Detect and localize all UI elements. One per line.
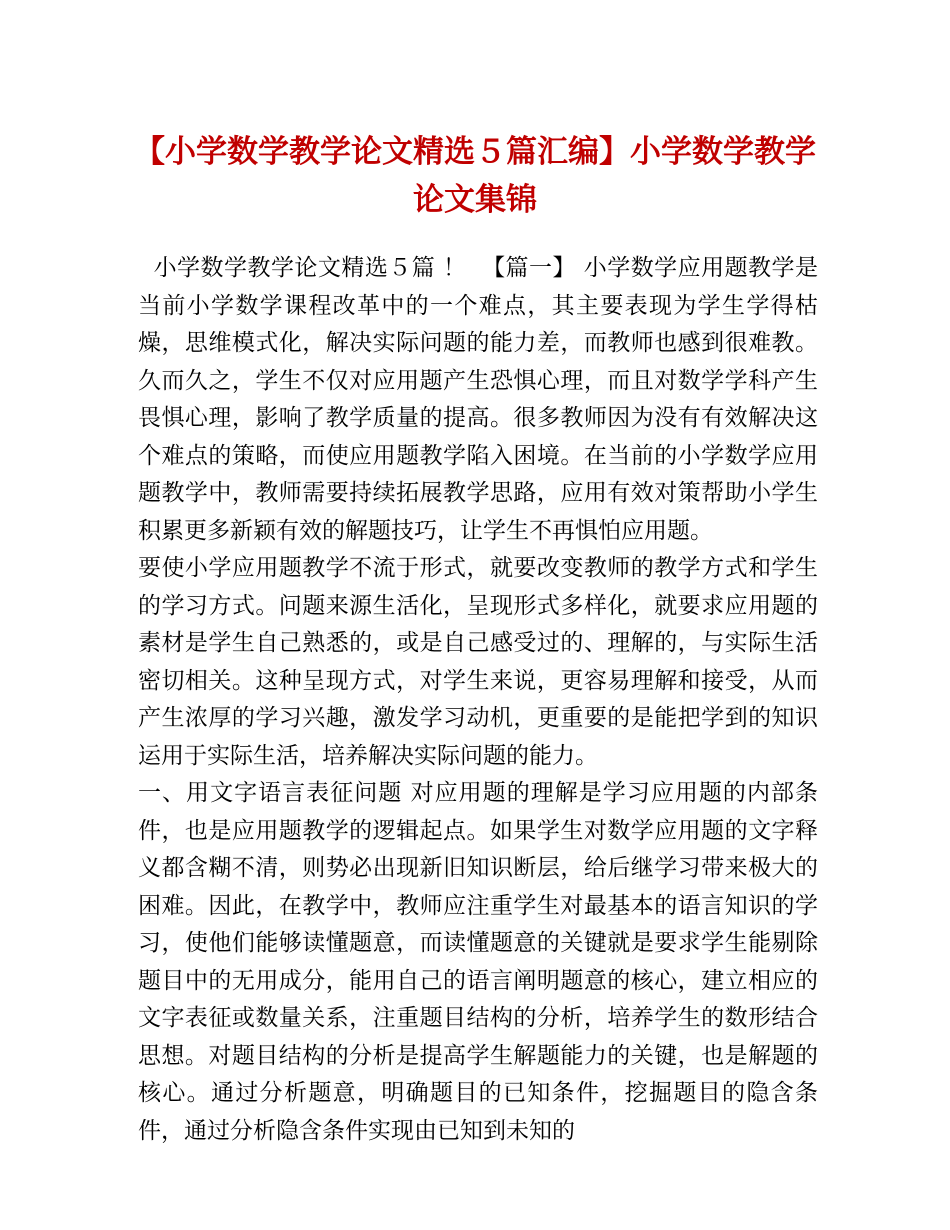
document-body [138,250,818,1150]
document-title: 【小学数学教学论文精选５篇汇编】小学数学教学论文集锦 [134,134,816,218]
paragraph-intro: 小学数学教学论文精选５篇 ！ 【篇一】 小学数学应用题教学是当前小学数学课程改革中的一个难点，其主要表现为学生学得枯燥，思维模式化，解决实际问题的能力差，而教师也感到很难教。久而久之，学生不仅对应用题产生恐惧心理，而且对数学学科产生畏惧心理，影响了教学质量的提高。很多教师因为没有有效解决这个难点的策略，而使应用题教学陷入困境。在当前的小学数学应用题教学中，教师需要持续拓展教学思路，应用有效对策帮助小学生积累更多新颖有效的解题技巧，让学生不再惧怕应用题。 [138,255,819,544]
paragraph-teaching-method: 要使小学应用题教学不流于形式，就要改变教师的教学方式和学生的学习方式。问题来源生活化，呈现形式多样化，就要求应用题的素材是学生自己熟悉的，或是自己感受过的、理解的，与实际生活密切相关。这种呈现方式，对学生来说，更容易理解和接受，从而产生浓厚的学习兴趣，激发学习动机，更重要的是能把学到的知识运用于实际生活，培养解决实际问题的能力。 [138,555,818,769]
paragraph-section-one: 一、用文字语言表征问题 对应用题的理解是学习应用题的内部条件，也是应用题教学的逻辑起点。如果学生对数学应用题的文字释义都含糊不清，则势必出现新旧知识断层，给后继学习带来极大的困难。因此，在教学中，教师应注重学生对最基本的语言知识的学习，使他们能够读懂题意，而读懂题意的关键就是要求学生能剔除题目中的无用成分，能用自己的语言阐明题意的核心，建立相应的文字表征或数量关系，注重题目结构的分析，培养学生的数形结合思想。对题目结构的分析是提高学生解题能力的关键，也是解题的核心。通过分析题意，明确题目的已知条件，挖掘题目的隐含条件，通过分析隐含条件实现由已知到未知的 [138,780,818,1144]
